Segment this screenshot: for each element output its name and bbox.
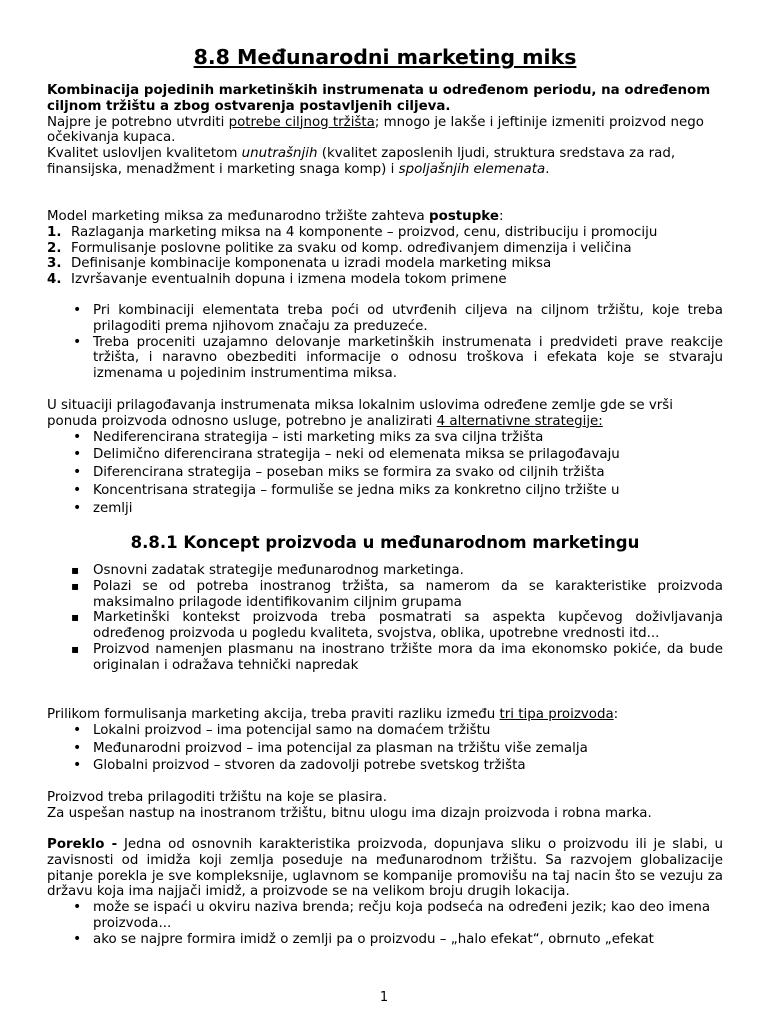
list-item: • Delimično diferencirana strategija – neki od elemenata miksa se prilagođavaju (47, 447, 723, 463)
target-market-needs: potrebe ciljnog tržišta (228, 114, 375, 130)
adaptation-line-2: Za uspešan nastup na inostranom tržištu, bitnu ulogu ima dizajn proizvoda i robna marka. (47, 805, 652, 821)
intro-section (47, 83, 723, 178)
strategy-section (47, 398, 723, 517)
procedure-steps (47, 225, 723, 288)
combination-bullets (47, 303, 723, 382)
list-item: ▪ Marketinški kontekst proizvoda treba posmatrati sa aspekta kupčevog doživljavanja određenog proizvoda u pogledu kvaliteta, svojstva, oblika, upotrebne vrednosti itd... (47, 610, 723, 642)
concept-list (47, 563, 723, 674)
step-item: 4. Izvršavanje eventualnih dopuna i izmena modela tokom primene (47, 272, 507, 288)
list-item: • Globalni proizvod – stvoren da zadovolji potrebe svetskog tržišta (47, 758, 723, 774)
product-types-section (47, 707, 723, 774)
intro-line-1: Kombinacija pojedinih marketinških instrumenata u određenom periodu, na određenom (47, 83, 711, 98)
combination-notes (47, 303, 723, 382)
formulation-paragraph: Prilikom formulisanja marketing akcija, treba praviti razliku između tri tipa proizvoda: (47, 707, 619, 722)
product-types-link: tri tipa proizvoda (499, 707, 614, 722)
origin-paragraph: Poreklo - Jedna od osnovnih karakteristika proizvoda, dopunjava sliku o proizvodu ili je slabi, u zavisnosti od imidža koji zemlja poseduje na međunarodnom tržištu. Sa razvojem globalizacije pitanje porekla je sve kompleksnije, uglavnom se kompanije promovišu na taj nacin što se vezuju za državu koja ima najjači imidž, a proizvode se na velikom broju drugih lokacija. (47, 837, 723, 900)
list-item: • može se ispaći u okviru naziva brenda; rečju koja podseća na određeni jezik; kao deo imena proizvoda... (47, 900, 723, 932)
adaptation-section (47, 790, 723, 822)
step-item: 2. Formulisanje poslovne politike za svaku od komp. određivanjem dimenzija i veličina (47, 240, 632, 256)
list-item: ▪ Polazi se od potreba inostranog tržišta, sa namerom da se karakteristike proizvoda maksimalno prilagode identifikovanim ciljnim grupama (47, 579, 723, 611)
strategy-list (47, 430, 723, 517)
list-item: ▪ Osnovni zadatak strategije međunarodnog marketinga. (47, 563, 723, 579)
step-item: 3. Definisanje kombinacije komponenata u izradi modela marketing miksa (47, 256, 552, 272)
model-section (47, 209, 723, 288)
product-types-list (47, 723, 723, 774)
list-item: ▪ Proizvod namenjen plasmanu na inostrano tržište mora da ima ekonomsko pokiće, da bude originalan i odražava tehnički napredak (47, 642, 723, 674)
intro-line-2: ciljnom tržištu a zbog ostvarenja postavljenih ciljeva. (47, 98, 451, 114)
step-item: 1. Razlaganja marketing miksa na 4 komponente – proizvod, cenu, distribuciju i promociju (47, 224, 658, 240)
list-item: • Međunarodni proizvod – ima potencijal za plasman na tržištu više zemalja (47, 741, 723, 757)
list-item: • Lokalni proizvod – ima potencijal samo na domaćem tržištu (47, 723, 723, 739)
origin-section (47, 837, 723, 948)
situation-paragraph: U situaciji prilagođavanja instrumenata miksa lokalnim uslovima određene zemlje gde se vrši ponuda proizvoda odnosno usluge, potrebno je analizirati 4 alternativne strategije: (47, 398, 673, 429)
concept-section (47, 563, 723, 674)
origin-list (47, 900, 723, 947)
page-title: 8.8 Međunarodni marketing miks (193, 45, 577, 69)
list-item: • Nediferencirana strategija – isti marketing miks za sva ciljna tržišta (47, 430, 723, 446)
list-item: • zemlji (47, 501, 723, 517)
list-item: • ako se najpre formira imidž o zemlji pa o proizvodu – „halo efekat“, obrnuto „efekat (47, 932, 723, 948)
list-item: • Diferencirana strategija – poseban miks se formira za svako od ciljnih tržišta (47, 465, 723, 481)
page-number: 1 (379, 990, 389, 1005)
model-intro: Model marketing miksa za međunarodno tržište zahteva postupke: (47, 209, 504, 224)
intro-definition (47, 83, 723, 115)
section-subtitle: 8.8.1 Koncept proizvoda u međunarodnom marketingu (130, 533, 640, 552)
list-item: • Pri kombinaciji elementata treba poći od utvrđenih ciljeva na ciljnom tržištu, koje treba prilagoditi prema njihovom značaju za preduzeće. (47, 303, 723, 335)
list-item: • Koncentrisana strategija – formuliše se jedna miks za konkretno ciljno tržište u (47, 483, 723, 499)
list-item: • Treba proceniti uzajamno delovanje marketinških instrumenata i predvideti prave reakcije tržišta, i naravno obezbediti informacije o odnosu troškova i efekata koje se stvaraju izmenama u pojedinim instrumentima miksa. (47, 335, 723, 382)
adaptation-line-1: Proizvod treba prilagoditi tržištu na koje se plasira. (47, 790, 387, 805)
paragraph-quality: Kvalitet uslovljen kvalitetom unutrašnjih (kvalitet zaposlenih ljudi, struktura sredstava za rad, finansijska, menadžment i marketing snaga komp) i spoljašnjih elemenata. (47, 146, 676, 177)
paragraph-needs: Najpre je potrebno utvrditi potrebe ciljnog tržišta; mnogo je lakše i jeftinije izmeniti proizvod nego očekivanja kupaca. (47, 114, 704, 146)
alternative-strategies-link: 4 alternativne strategije: (436, 413, 603, 429)
